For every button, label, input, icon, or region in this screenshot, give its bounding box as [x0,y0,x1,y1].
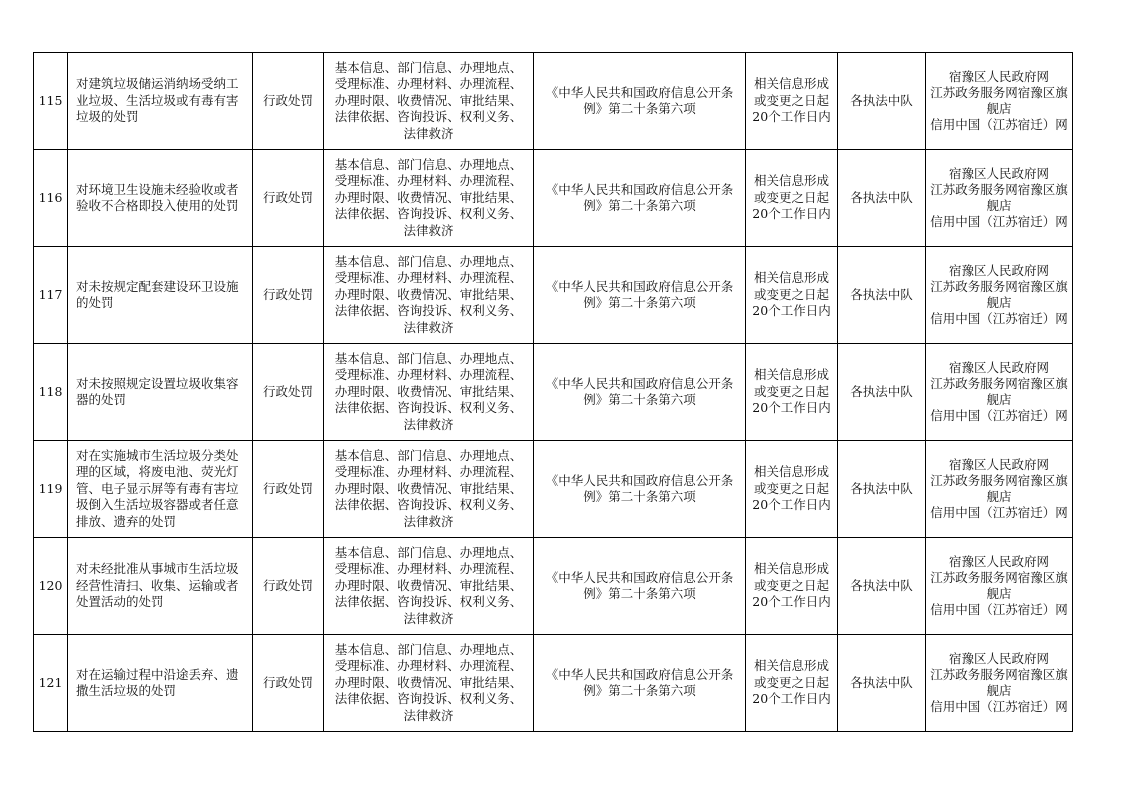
row-number: 119 [34,441,68,538]
disclosure-basis: 《中华人民共和国政府信息公开条例》第二十条第六项 [534,53,746,150]
table-row [34,247,1073,344]
disclosure-channel: 宿豫区人民政府网 江苏政务服务网宿豫区旗舰店 信用中国（江苏宿迁）网 [926,635,1073,732]
disclosure-basis: 《中华人民共和国政府信息公开条例》第二十条第六项 [534,150,746,247]
disclosure-channel: 宿豫区人民政府网 江苏政务服务网宿豫区旗舰店 信用中国（江苏宿迁）网 [926,247,1073,344]
item-name: 对建筑垃圾储运消纳场受纳工业垃圾、生活垃圾或有毒有害垃圾的处罚 [68,53,253,150]
disclosure-time-limit: 相关信息形成或变更之日起20个工作日内 [746,635,838,732]
disclosure-time-limit: 相关信息形成或变更之日起20个工作日内 [746,247,838,344]
disclosure-channel: 宿豫区人民政府网 江苏政务服务网宿豫区旗舰店 信用中国（江苏宿迁）网 [926,538,1073,635]
row-number: 116 [34,150,68,247]
item-category: 行政处罚 [253,635,324,732]
disclosure-time-limit: 相关信息形成或变更之日起20个工作日内 [746,344,838,441]
item-name: 对未经批准从事城市生活垃圾经营性清扫、收集、运输或者处置活动的处罚 [68,538,253,635]
disclosure-time-limit: 相关信息形成或变更之日起20个工作日内 [746,441,838,538]
table-body [34,53,1073,732]
disclosure-channel: 宿豫区人民政府网 江苏政务服务网宿豫区旗舰店 信用中国（江苏宿迁）网 [926,441,1073,538]
disclosure-table [33,52,1073,732]
disclosure-basis: 《中华人民共和国政府信息公开条例》第二十条第六项 [534,344,746,441]
row-number: 121 [34,635,68,732]
disclosure-time-limit: 相关信息形成或变更之日起20个工作日内 [746,53,838,150]
item-name: 对在实施城市生活垃圾分类处理的区域，将废电池、荧光灯管、电子显示屏等有毒有害垃圾倒入生活垃圾容器或者任意排放、遗弃的处罚 [68,441,253,538]
item-category: 行政处罚 [253,247,324,344]
item-category: 行政处罚 [253,538,324,635]
disclosure-basis: 《中华人民共和国政府信息公开条例》第二十条第六项 [534,538,746,635]
table-row [34,635,1073,732]
item-name: 对未按规定配套建设环卫设施的处罚 [68,247,253,344]
disclosure-channel: 宿豫区人民政府网 江苏政务服务网宿豫区旗舰店 信用中国（江苏宿迁）网 [926,53,1073,150]
table-row [34,344,1073,441]
item-category: 行政处罚 [253,150,324,247]
table-row [34,441,1073,538]
table-row [34,538,1073,635]
disclosure-time-limit: 相关信息形成或变更之日起20个工作日内 [746,150,838,247]
disclosure-content: 基本信息、部门信息、办理地点、受理标准、办理材料、办理流程、办理时限、收费情况、审批结果、法律依据、咨询投诉、权利义务、法律救济 [324,150,534,247]
disclosure-basis: 《中华人民共和国政府信息公开条例》第二十条第六项 [534,635,746,732]
disclosure-channel: 宿豫区人民政府网 江苏政务服务网宿豫区旗舰店 信用中国（江苏宿迁）网 [926,344,1073,441]
disclosure-basis: 《中华人民共和国政府信息公开条例》第二十条第六项 [534,441,746,538]
disclosure-time-limit: 相关信息形成或变更之日起20个工作日内 [746,538,838,635]
disclosure-subject: 各执法中队 [838,441,926,538]
item-category: 行政处罚 [253,441,324,538]
item-name: 对环境卫生设施未经验收或者验收不合格即投入使用的处罚 [68,150,253,247]
table-row [34,53,1073,150]
disclosure-content: 基本信息、部门信息、办理地点、受理标准、办理材料、办理流程、办理时限、收费情况、审批结果、法律依据、咨询投诉、权利义务、法律救济 [324,247,534,344]
row-number: 117 [34,247,68,344]
item-name: 对未按照规定设置垃圾收集容器的处罚 [68,344,253,441]
item-category: 行政处罚 [253,53,324,150]
disclosure-content: 基本信息、部门信息、办理地点、受理标准、办理材料、办理流程、办理时限、收费情况、审批结果、法律依据、咨询投诉、权利义务、法律救济 [324,53,534,150]
disclosure-basis: 《中华人民共和国政府信息公开条例》第二十条第六项 [534,247,746,344]
row-number: 115 [34,53,68,150]
disclosure-content: 基本信息、部门信息、办理地点、受理标准、办理材料、办理流程、办理时限、收费情况、审批结果、法律依据、咨询投诉、权利义务、法律救济 [324,538,534,635]
table-row [34,150,1073,247]
item-category: 行政处罚 [253,344,324,441]
disclosure-subject: 各执法中队 [838,150,926,247]
row-number: 118 [34,344,68,441]
row-number: 120 [34,538,68,635]
disclosure-content: 基本信息、部门信息、办理地点、受理标准、办理材料、办理流程、办理时限、收费情况、审批结果、法律依据、咨询投诉、权利义务、法律救济 [324,441,534,538]
disclosure-content: 基本信息、部门信息、办理地点、受理标准、办理材料、办理流程、办理时限、收费情况、审批结果、法律依据、咨询投诉、权利义务、法律救济 [324,635,534,732]
disclosure-subject: 各执法中队 [838,344,926,441]
disclosure-subject: 各执法中队 [838,53,926,150]
disclosure-content: 基本信息、部门信息、办理地点、受理标准、办理材料、办理流程、办理时限、收费情况、审批结果、法律依据、咨询投诉、权利义务、法律救济 [324,344,534,441]
disclosure-subject: 各执法中队 [838,635,926,732]
disclosure-subject: 各执法中队 [838,538,926,635]
disclosure-subject: 各执法中队 [838,247,926,344]
item-name: 对在运输过程中沿途丢弃、遗撒生活垃圾的处罚 [68,635,253,732]
disclosure-channel: 宿豫区人民政府网 江苏政务服务网宿豫区旗舰店 信用中国（江苏宿迁）网 [926,150,1073,247]
